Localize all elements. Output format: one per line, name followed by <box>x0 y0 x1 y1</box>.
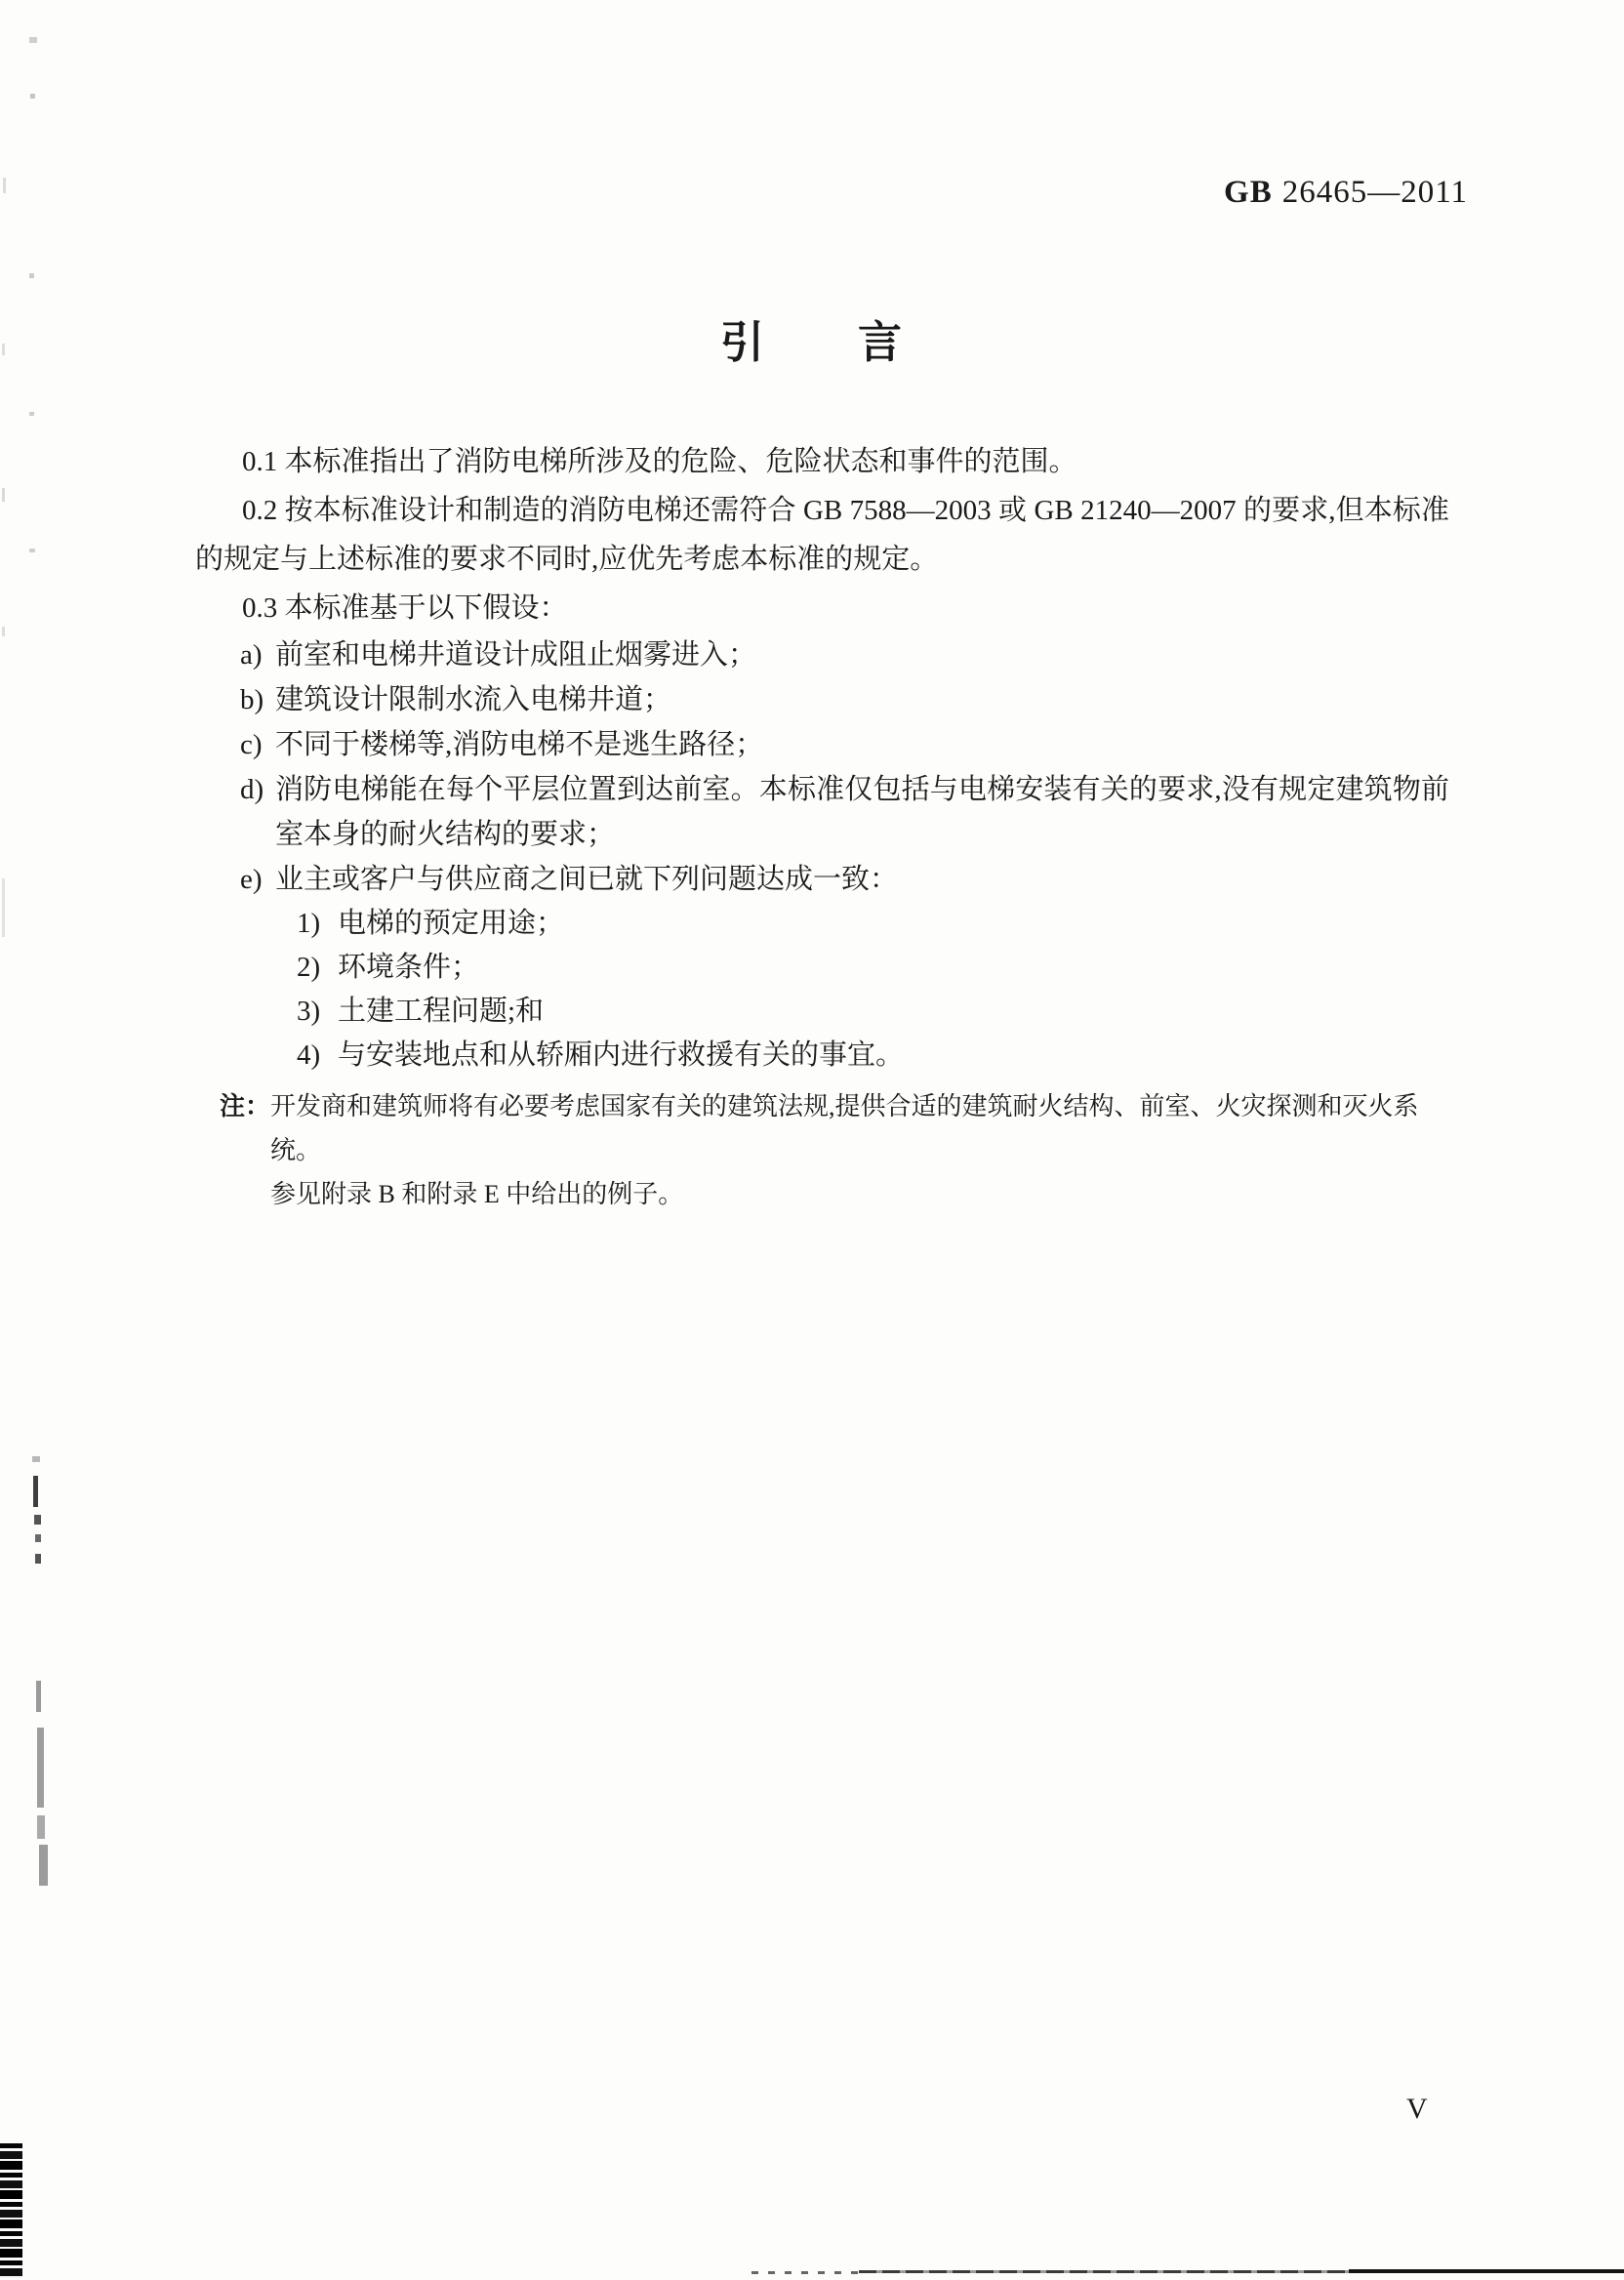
scan-artifact-edge-mark <box>2 627 5 636</box>
sub-item-2 <box>195 946 1449 990</box>
list-item-b <box>195 677 1449 722</box>
scan-artifact-edge-mark <box>2 488 5 502</box>
note-label: 注： <box>220 1091 271 1120</box>
scan-artifact-edge-mark <box>39 1845 48 1886</box>
scan-artifact-bottom-line <box>859 2270 1352 2273</box>
note-block <box>195 1084 1449 1216</box>
note-line-1: 开发商和建筑师将有必要考虑国家有关的建筑法规,提供合适的建筑耐火结构、前室、火灾探测和灭火系统。 <box>270 1092 1419 1164</box>
list-item-e <box>195 857 1449 902</box>
sub-item-4 <box>195 1034 1449 1078</box>
list-item-b-label: b) <box>240 684 264 715</box>
list-item-a-label: a) <box>240 639 263 671</box>
list-item-b-text: 建筑设计限制水流入电梯井道； <box>275 684 672 715</box>
note-text <box>270 1084 1449 1216</box>
scan-artifact-edge-mark <box>29 273 34 278</box>
scan-artifact-edge-mark <box>3 178 6 193</box>
standard-code-number: 26465—2011 <box>1281 175 1468 210</box>
sub-item-4-label: 4) <box>297 1039 321 1071</box>
sub-item-1 <box>195 902 1449 946</box>
scan-artifact-edge-mark <box>32 1456 40 1462</box>
list-item-a <box>195 632 1449 677</box>
sub-item-4-text: 与安装地点和从轿厢内进行救援有关的事宜。 <box>338 1039 905 1071</box>
standard-code-prefix: GB <box>1224 175 1273 210</box>
scan-artifact-edge-mark <box>30 94 35 99</box>
scan-artifact-edge-mark <box>37 1815 45 1839</box>
scan-artifact-edge-mark <box>29 549 35 552</box>
sub-item-1-text: 电梯的预定用途； <box>338 908 565 939</box>
sub-item-3-label: 3) <box>297 996 321 1027</box>
sub-item-2-label: 2) <box>297 952 321 983</box>
scan-artifact-bottom-dashes <box>751 2271 859 2274</box>
list-item-d-label: d) <box>240 774 264 805</box>
note-line-2: 参见附录 B 和附录 E 中给出的例子。 <box>270 1180 684 1208</box>
paragraph-0-3: 0.3 本标准基于以下假设： <box>242 592 568 624</box>
list-item-c-label: c) <box>240 729 263 760</box>
introduction-body <box>195 437 1449 1216</box>
scan-artifact-edge-mark <box>35 1554 41 1564</box>
page-number: V <box>1406 2093 1428 2125</box>
paragraph-0-1: 0.1 本标准指出了消防电梯所涉及的危险、危险状态和事件的范围。 <box>242 446 1077 477</box>
page-title: 引 言 <box>719 317 904 367</box>
list-item-a-text: 前室和电梯井道设计成阻止烟雾进入； <box>275 639 757 671</box>
scan-artifact-edge-mark <box>35 1534 41 1542</box>
scan-artifact-edge-mark <box>29 412 34 416</box>
sub-item-1-label: 1) <box>297 908 321 939</box>
sub-item-2-text: 环境条件； <box>338 952 480 983</box>
list-item-e-text: 业主或客户与供应商之间已就下列问题达成一致： <box>275 864 899 895</box>
assumption-list <box>195 632 1449 1078</box>
list-item-d <box>195 767 1449 857</box>
scan-artifact-edge-mark <box>2 878 5 937</box>
list-item-d-text: 消防电梯能在每个平层位置到达前室。本标准仅包括与电梯安装有关的要求,没有规定建筑物前室本身的耐火结构的要求； <box>275 774 1449 850</box>
scan-artifact-barcode <box>0 2143 22 2278</box>
scan-artifact-edge-mark <box>33 1476 38 1507</box>
list-item-e-label: e) <box>240 864 263 895</box>
scan-artifact-edge-mark <box>29 37 37 43</box>
sub-item-3-text: 土建工程问题;和 <box>338 996 545 1027</box>
list-item-c <box>195 722 1449 767</box>
scan-artifact-edge-mark <box>36 1681 41 1712</box>
paragraph-0-2: 0.2 按本标准设计和制造的消防电梯还需符合 GB 7588—2003 或 GB 21240—2007 的要求,但本标准的规定与上述标准的要求不同时,应优先考虑本标准的规定。 <box>195 495 1449 575</box>
scan-artifact-edge-mark <box>37 1728 44 1808</box>
scan-artifact-edge-mark <box>2 344 5 355</box>
scan-artifact-edge-mark <box>34 1515 41 1525</box>
sub-item-3 <box>195 990 1449 1034</box>
list-item-c-text: 不同于楼梯等,消防电梯不是逃生路径； <box>275 729 764 760</box>
standard-code-header <box>1224 175 1468 211</box>
scan-artifact-bottom-line-dark <box>1349 2269 1624 2273</box>
